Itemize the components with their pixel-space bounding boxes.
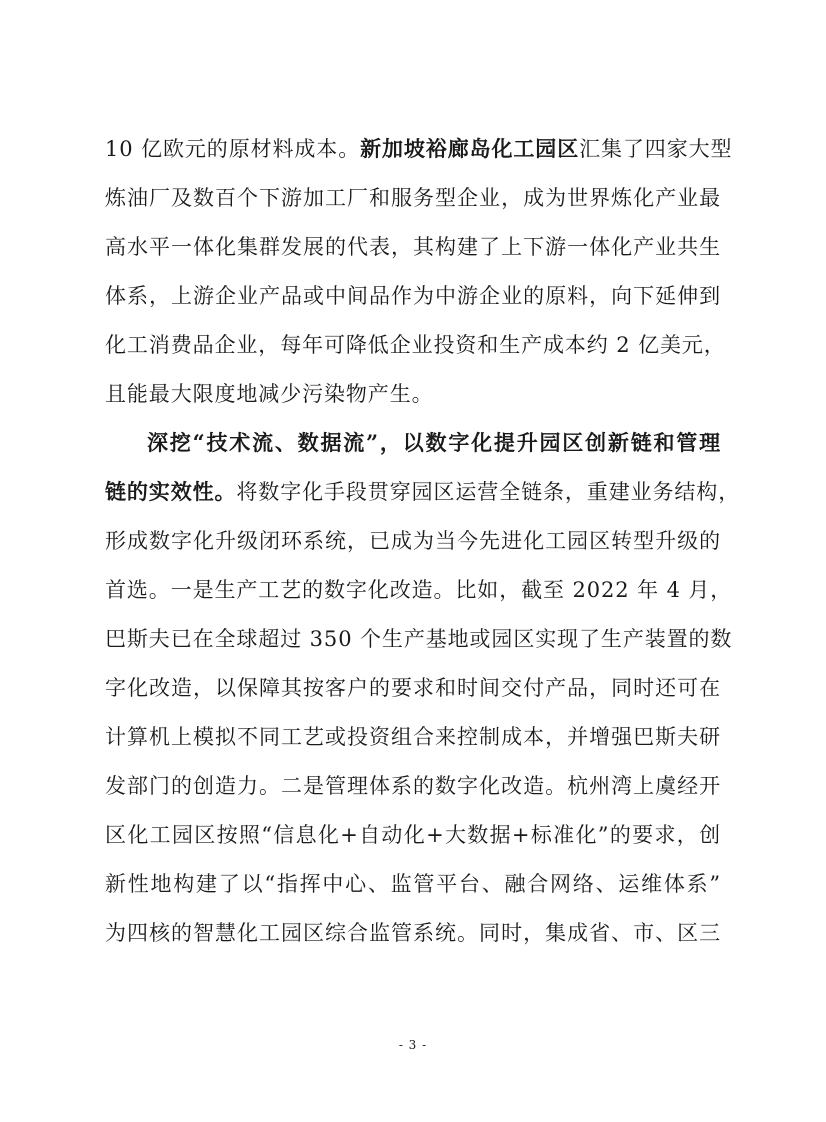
paragraph-2-line-1-heading: 深挖“技术流、数据流”，以数字化提升园区创新链和管理 [147, 430, 721, 455]
paragraph-2-line-2 [105, 479, 741, 505]
paragraph-2-line-2-heading: 链的实效性。 [105, 479, 237, 504]
singapore-jurong-island-heading: 新加坡裕廊岛化工园区 [360, 136, 580, 161]
paragraph-2-line-3: 形成数字化升级闭环系统，已成为当今先进化工园区转型升级的 [105, 529, 721, 553]
paragraph-1-line-3: 高水平一体化集群发展的代表，其构建了上下游一体化产业共生 [105, 235, 721, 259]
paragraph-1-line-1 [105, 136, 733, 162]
paragraph-2-line-6: 字化改造，以保障其按客户的要求和时间交付产品，同时还可在 [105, 676, 721, 700]
paragraph-2-line-9: 区化工园区按照“信息化+自动化+大数据+标准化”的要求，创 [105, 823, 721, 847]
paragraph-2-line-7: 计算机上模拟不同工艺或投资组合来控制成本，并增强巴斯夫研 [105, 725, 721, 749]
paragraph-1-line-4: 体系，上游企业产品或中间品作为中游企业的原料，向下延伸到 [105, 284, 721, 308]
paragraph-2-line-5: 巴斯夫已在全球超过 350 个生产基地或园区实现了生产装置的数 [105, 627, 733, 651]
paragraph-2-line-11: 为四核的智慧化工园区综合监管系统。同时，集成省、市、区三 [105, 921, 721, 945]
paragraph-2-line-4: 首选。一是生产工艺的数字化改造。比如，截至 2022 年 4 月， [105, 578, 733, 602]
paragraph-1-line-2: 炼油厂及数百个下游加工厂和服务型企业，成为世界炼化产业最 [105, 186, 721, 210]
paragraph-1-line-1-text-before: 10 亿欧元的原材料成本。 [105, 137, 361, 161]
paragraph-2-line-2-text-after: 将数字化手段贯穿园区运营全链条，重建业务结构， [236, 480, 741, 504]
paragraph-1-line-1-text-after: 汇集了四家大型 [579, 137, 733, 161]
paragraph-1-line-6: 且能最大限度地减少污染物产生。 [105, 382, 434, 406]
paragraph-2-line-8: 发部门的创造力。二是管理体系的数字化改造。杭州湾上虞经开 [105, 774, 721, 798]
paragraph-2-line-10: 新性地构建了以“指挥中心、监管平台、融合网络、运维体系” [105, 872, 721, 896]
page-number: - 3 - [398, 1038, 428, 1052]
paragraph-1-line-5: 化工消费品企业，每年可降低企业投资和生产成本约 2 亿美元， [105, 333, 726, 357]
